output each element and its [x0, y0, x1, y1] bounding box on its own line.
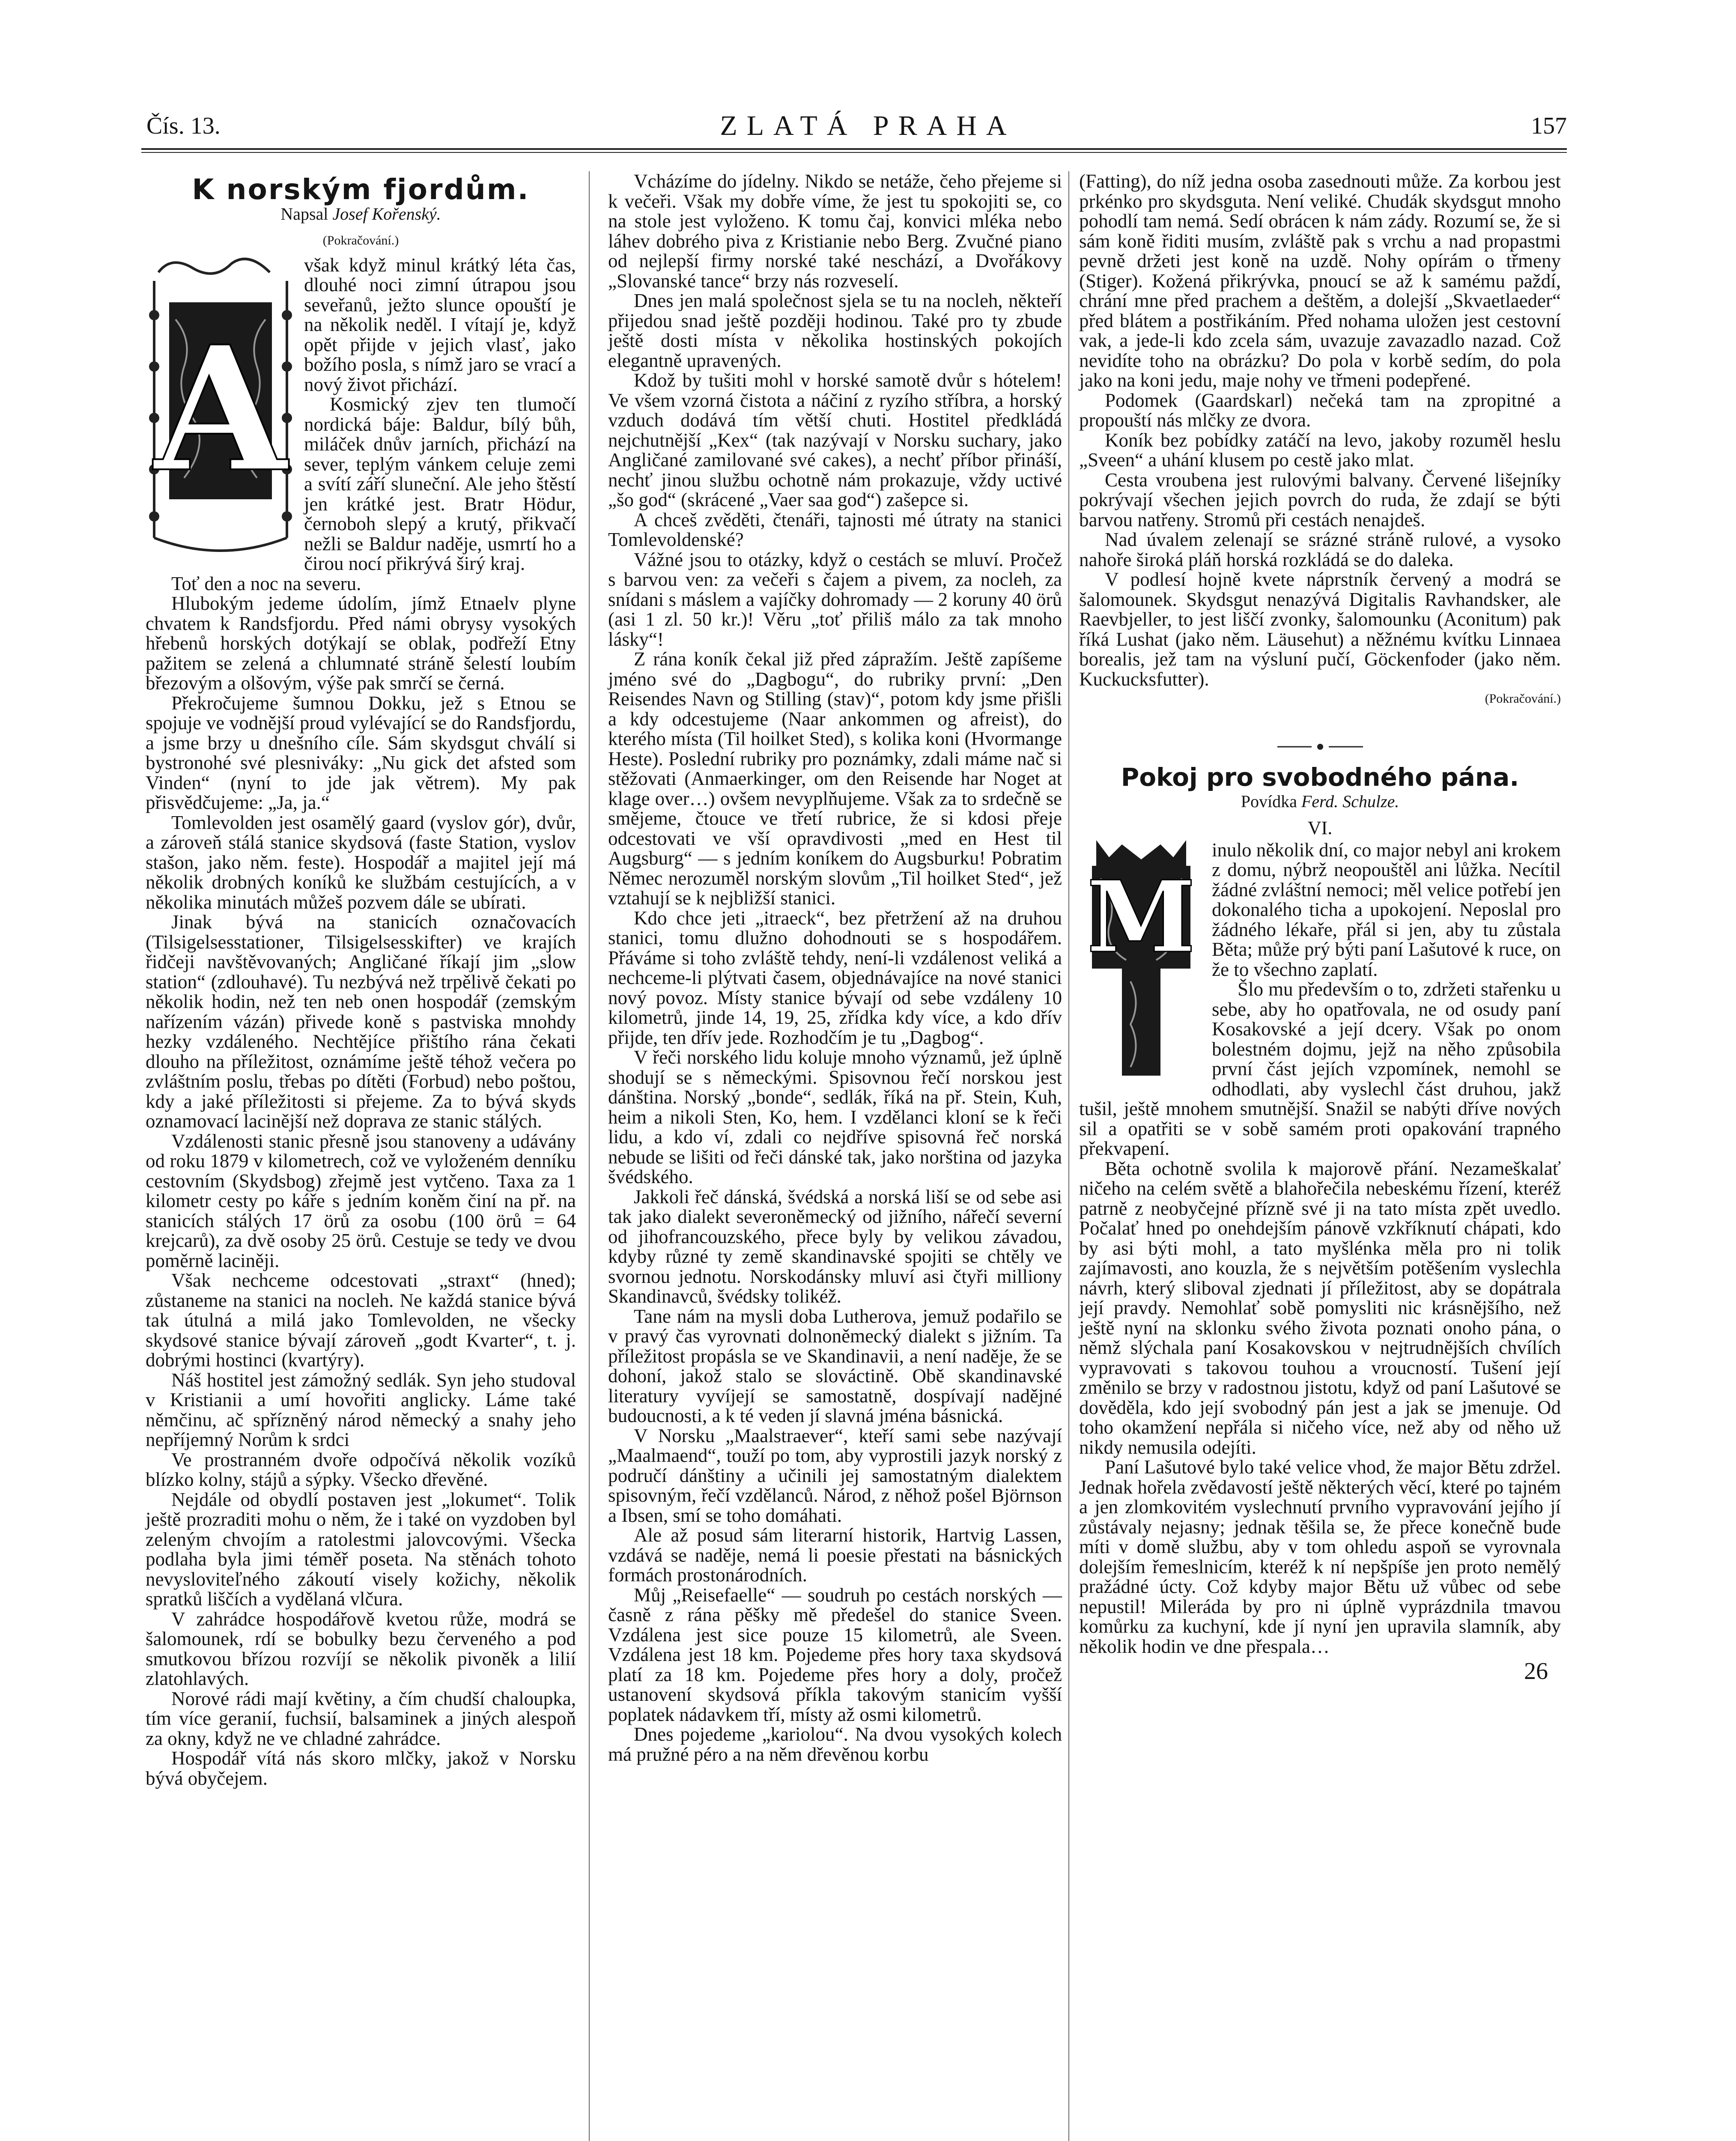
paragraph: (Fatting), do níž jedna osoba zasednouti může. Za korbou jest prkénko pro skydsguta. Není veliké. Chudák skydsgut mnoho pohodlí tam nemá. Sedí obrácen k nám zády. Rozumí se, že si sám koně řiditi musím, zvláště pak s vrchu a nad propastmi pevně držeti jest koně na uzdě. Nohy opírám o třmeny (Stiger). Kožená přikrývka, pnoucí se až k samému paždí, chrání mne před prachem a deštěm, a dolejší „Skvaetlaeder“ před blátem a postřikáním. Před nohama uložen jest cestovní vak, a jede-li kdo zcela sám, uvazuje zavazadlo nazad. Což nevidíte toho na obrázku? Do pola v korbě sedím, do pola jako na koni jedu, maje nohy ve třmeni podepřené. — [1079, 170, 1561, 391]
page-header — [0, 112, 1736, 142]
ornament-initial-icon — [146, 255, 295, 555]
paragraph: Toť den a noc na severu. — [171, 573, 361, 594]
paragraph: Jakkoli řeč dánská, švédská a norská liší se od sebe asi tak jako dialekt severoněmecký od jižního, nářečí severní od jihofrancouzského, přece byly by velikou závadou, kdyby různé ty země skandinavské spojiti se chtěly ve svornou jednotu. Norskodánsky mluví asi čtyři milliony Skandinavců, švédsky tolikéž. — [608, 1186, 1062, 1307]
paragraph: Podomek (Gaardskarl) nečeká tam na zpropitné a propouští nás mlčky ze dvora. — [1079, 389, 1561, 431]
article-title: Pokoj pro svobodného pána. — [1121, 763, 1519, 792]
section-divider — [1079, 735, 1561, 755]
paragraph: Jinak bývá na stanicích označovacích (Tilsigelsesstationer, Tilsigelsesskifter) ve krajích řidčeji navštěvovaných; Angličané říkají jim „slow station“ (zdlouhavé). Tu nezbývá než trpělivě čekati po několik hodin, než ten neb onen hospodář (zemským nařízením vázán) přivede koně s pastviska mnohdy hezky vzdáleného. Nechtějíce přištího rána čekati dlouho na příležitost, oznámíme ještě téhož večera po zvláštním poslu, třebas po dítěti (Forbud) nebo poštou, kdy a jaké příležitosti si přejeme. Za to bývá skyds oznamovací lacinější než doprava ze stanic stálých. — [146, 911, 576, 1132]
issue-number: Čís. 13. — [146, 113, 221, 139]
paragraph: V zahrádce hospodářově kvetou růže, modrá se šalomounek, rdí se bobulky bezu červeného a pod smutkovou břízou rozvíjí se několik pivoněk a lilií zlatohlavých. — [146, 1608, 576, 1689]
paragraph: Ale až posud sám literarní historik, Hartvig Lassen, vzdává se naděje, nemá li poesie přestati na básnických formách prostonárodních. — [608, 1524, 1062, 1586]
paragraph: Z rána koník čekal již před zápražím. Ještě zapíšeme jméno své do „Dagbogu“, do rubriky první: „Den Reisendes Navn og Stilling (stav)“, potom kdy jsme přišli a kdy odcestujeme (Naar ankommen og afreist), do kterého místa (Til hoilket Sted), s kolika koni (Hvormange Heste). Poslední rubriky pro poznámky, zdali máme nač si stěžovati (Anmaerkinger, om den Reisende har Noget at klage over…) ovšem nevyplňujeme. Však za to srdečně se smějeme, čtouce ve třetí rubrice, že si kdosi přeje odcestovati ve vší opravdivosti „med en Hest til Augsburg“ — s jedním koníkem do Augsburku! Pobratim Němec nerozuměl norským slovům „Til hoilket Sted“, jež vztahují se k nejbližší stanici. — [608, 648, 1062, 909]
article-author: Ferd. Schulze. — [1301, 791, 1399, 811]
paragraph: Cesta vroubena jest rulovými balvany. Červené lišejníky pokrývají všechen jejich povrch do ruda, že zdají se býti barvou natřeny. Stromů při cestách nenajdeš. — [1079, 469, 1561, 531]
paragraph: Koník bez pobídky zatáčí na levo, jakoby rozuměl heslu „Sveen“ a uhání klusem po cestě jako mlat. — [1079, 429, 1561, 471]
article-title: K norským fjordům. — [192, 173, 530, 206]
column-divider — [1068, 171, 1069, 2141]
initial-letter-glyph: M — [1086, 859, 1196, 975]
byline-prefix: Napsal — [280, 204, 328, 224]
column-divider — [589, 171, 590, 2141]
periodical-title: ZLATÁ PRAHA — [720, 110, 1016, 141]
page-number: 157 — [1531, 113, 1567, 139]
paragraph: Překročujeme šumnou Dokku, jež s Etnou se spojuje ve vodnější proud vylévající se do Randsfjordu, a jsme brzy u dnešního cíle. Sám skydsgut chválí si bystronohé své plesniváky: „Nu gick det afsted som Vinden“ (nyní to jde jak větrem). My pak přisvědčujeme: „Ja, ja.“ — [146, 692, 576, 813]
continued-note: (Pokračování.) — [1485, 692, 1561, 706]
paragraph: V podlesí hojně kvete náprstník červený a modrá se šalomounek. Skydsgut nenazývá Digitalis Ravhandsker, ale Raevbjeller, to jest liščí zvonky, šalomounku (Aconitum) pak říká Lushat (jako něm. Läusehut) a něžnému kvítku Linnaea borealis, jež tam na výsluní pučí, Göckenfoder (jako něm. Kuckucksfutter). — [1079, 569, 1561, 690]
header-rule — [141, 148, 1567, 150]
paragraph: Dnes pojedeme „kariolou“. Na dvou vysokých kolech má pružné péro a na něm dřevěnou korbu — [608, 1724, 1062, 1765]
paragraph: Kosmický zjev ten tlumočí nordická báje: Baldur, bílý bůh, miláček dnův jarních, přichází na sever, teplým vánkem celuje zemi a svítí září sluneční. Ale jeho štěstí jen krátké jest. Bratr Hödur, černoboh slepý a krutý, přikvačí nežli se Baldur naděje, usmrtí ho a čirou nocí přikrývá širý kraj. — [304, 394, 576, 574]
paragraph: Však nechceme odcestovati „straxt“ (hned); zůstaneme na stanici na nocleh. Ne každá stanice bývá tak útulná a milá jako Tomlevolden, ne všecky skydsové stanice bývají zároveň „godt Kvarter“, t. j. dobrými hostinci (kvartýry). — [146, 1270, 576, 1371]
article-byline — [146, 204, 576, 224]
initial-letter-glyph: A — [154, 308, 287, 510]
paragraph: Ve prostranném dvoře odpočívá několik vozíků blízko kolny, stájů a sýpky. Všecko dřevěné. — [146, 1449, 576, 1490]
paragraph: Hlubokým jedeme údolím, jímž Etnaelv plyne chvatem k Randsfjordu. Před námi obrysy vysokých hřebenů horských dotýkají se oblak, podřeží Etny pažitem se zelená a chlumnaté stráně šelestí loubím březovým a olšovým, výše pak smrčí se černá. — [146, 593, 576, 694]
paragraph: Vzdálenosti stanic přesně jsou stanoveny a udávány od roku 1879 v kilometrech, což ve vyloženém denníku cestovním (Skydsbog) zřejmě jest vytčeno. Taxa za 1 kilometr cesty po káře s jedním koněm činí na př. na stanicích stálých 17 örů za osobu (100 örů = 64 krejcarů), za dvě osoby 25 örů. Cestuje se tedy ve dvou poměrně laciněji. — [146, 1130, 576, 1271]
paragraph: Můj „Reisefaelle“ — soudruh po cestách norských — časně z rána pěšky mě předešel do stanice Sveen. Vzdálena jest sice pouze 15 kilometrů, ale Sveen. Vzdálena jest 18 km. Pojedeme přes hory taxa skydsová platí za 18 km. Pojedeme přes hory a doly, pročež ustanovení skydsová příkla takovým stanicím vyšší poplatek nádavkem tří, místy až osmi kilometrů. — [608, 1584, 1062, 1725]
paragraph: Běta ochotně svolila k majorově přání. Nezameškalať ničeho na celém světě a blahořečila nebeskému řízení, kteréž patrně z neobyčejné přízně své ji na tato místa zpět uvedlo. Počalať hned po onehdejším pánově vzkříknutí chápati, kdo by asi býti mohl, a tato myšlénka měla pro ni tolik zajímavosti, ano kouzla, že s největším potěšením vyslechla návrh, který sliboval zjednati jí příležitost, aby se dopátrala její pravdy. Nemohlať sobě pomysliti nic krásnějšího, než ještě nyní na sklonku svého života poznati onoho pána, o němž slýchala paní Kosakovskou v nejtrudnějších chvílích vypravovati s takovou touhou a vroucností. Tušení její změnilo se brzy v radostnou jistotu, když od paní Lašutové se dověděla, kdo její svobodný pán jest a jak se jmenuje. Od toho okamžení nepřála si ničeho více, než aby od něho už nikdy nemusila odejíti. — [1079, 1157, 1561, 1458]
paragraph: V Norsku „Maalstraever“, kteří sami sebe nazývají „Maalmaend“, touží po tom, aby vyprostili jazyk norský z područí dánštiny a učinili jej samostatným dialektem spisovným, řečí vzdělanců. Národ, z něhož pošel Björnson a Ibsen, smí se toho domáhati. — [608, 1425, 1062, 1526]
paragraph: Tomlevolden jest osamělý gaard (vyslov gór), dvůr, a zároveň stálá stanice skydsová (faste Station, vyslov stašon, jako něm. feste). Hospodář a majitel její má několik drobných koníků ke službám cestujících, a v několika minutách můžeš pozvem dále se ubírati. — [146, 811, 576, 913]
divider-ornament-icon — [1277, 742, 1363, 751]
article-byline — [1079, 792, 1561, 812]
paragraph: V řeči norského lidu koluje mnoho významů, jež úplně shodují se s německými. Spisovnou řečí norskou jest dánština. Norský „bonde“, sedlák, říká na př. Stein, Kuh, heim a nikoli Sten, Ko, hem. I vzdělanci kloní se k řeči lidu, a kdo ví, zdali co nejdříve spisovná řeč norská nebude se lišiti od řeči dánské tak, jako norština od jazyka švédského. — [608, 1047, 1062, 1187]
paragraph: Norové rádi mají květiny, a čím chudší chaloupka, tím více geranií, fuchsií, balsaminek a jiných alespoň za okny, když ne ve chladné zahrádce. — [146, 1688, 576, 1749]
paragraph: Kdož by tušiti mohl v horské samotě dvůr s hótelem! Ve všem vzorná čistota a náčiní z ryzího stříbra, a horský vzduch dodává tím větší chuti. Hostitel předkládá nejchutnější „Kex“ (tak nazývají v Norsku suchary, jako Angličané zamilované své cakes), a nechť příbor přináší, nechť jinou službu ochotně nám prokazuje, vždy uctivé „šo god“ (skrácené „Vaer saa god“) zašepce si. — [608, 370, 1062, 510]
paragraph: Nad úvalem zelenají se srázné stráně rulové, a vysoko nahoře široká pláň horská rozkládá se do daleka. — [1079, 529, 1561, 570]
continued-note: (Pokračování.) — [322, 233, 399, 247]
paragraph: inulo několik dní, co major nebyl ani krokem z domu, nýbrž neopouštěl ani lůžka. Necítil žádné zvláštní nemoci; měl velice potřebí jen dokonalého ticha a upokojení. Neposlal pro žádného lékaře, přál si jen, aby tu zůstala Běta; může prý býti paní Lašutové k ruce, on že to všechno zaplatí. — [1212, 839, 1561, 980]
paragraph: Náš hostitel jest zámožný sedlák. Syn jeho studoval v Kristianii a umí hovořiti anglicky. Láme také němčinu, ač spřízněný národ německý a snahy jeho nepříjemný Norům k srdci — [146, 1369, 576, 1450]
paragraph: Hospodář vítá nás skoro mlčky, jakož v Norsku bývá obyčejem. — [146, 1747, 576, 1789]
column-1 — [146, 171, 576, 1788]
paragraph: Nejdále od obydlí postaven jest „lokumet“. Tolik ještě prozraditi mohu o něm, že i také on vyzdoben byl zeleným chvojím a ratolestmi jalovcovými. Všecka podlaha byla jimi téměř poseta. Na stěnách tohoto nevysloviteľného zákoutí visely kožichy, několik spratků liščích a vydělaná vlčura. — [146, 1488, 576, 1610]
paragraph: Vážné jsou to otázky, když o cestách se mluví. Pročež s barvou ven: za večeři s čajem a pivem, za nocleh, za snídani s máslem a vajíčky dohromady — 2 koruny 40 örů (asi 1 zl. 50 kr.)! Věru „toť přiliš málo za tak mnoho lásky“! — [608, 549, 1062, 650]
ornament-initial-icon — [1079, 840, 1203, 1080]
byline-prefix: Povídka — [1241, 791, 1297, 811]
header-rule-thin — [141, 152, 1567, 153]
paragraph: však když minul krátký léta čas, dlouhé noci zimní útrapou jsou seveřanů, ježto slunce opouští je na několik neděl. I vítají je, když opět přijde v jejich vlasť, jako božího posla, s nímž jaro se vrací a nový život přichází. — [304, 254, 576, 395]
article-author: Josef Kořenský. — [332, 204, 441, 224]
decorative-initial-a — [146, 255, 295, 559]
chapter-number: VI. — [1307, 817, 1333, 838]
paragraph: Dnes jen malá společnost sjela se tu na nocleh, někteří přijedou snad ještě později hodinou. Také pro ty zbude ještě dosti místa v několika hostinských pokojích elegantně upravených. — [608, 290, 1062, 371]
column-3 — [1079, 170, 1561, 1685]
paragraph: Šlo mu především o to, zdržeti stařenku u sebe, aby ho opatřovala, ne od osudy paní Kosakovské a její dcery. Však po onom bolestném dojmu, jejž na něho způsobila první část jejích vzpomínek, nemohl se odhodlati, aby vyslechl část druhou, jakž tušil, ještě mnohem smutnější. Snažil se nabýti dříve nových sil a opatřiti se v sobě samém proti opakování trapného překvapení. — [1079, 978, 1561, 1159]
decorative-initial-m — [1079, 840, 1203, 1084]
paragraph: Vcházíme do jídelny. Nikdo se netáže, čeho přejeme si k večeři. Však my dobře víme, že jest tu spokojiti se, co na stole jest vyloženo. K tomu čaj, konvici mléka nebo láhev dobrého piva z Kristianie nebo Berg. Zvučné piano od nejlepší firmy norské také neschází, a Dvořákovy „Slovanské tance“ brzy nás rozveselí. — [608, 170, 1062, 292]
paragraph: Kdo chce jeti „itraeck“, bez přetržení až na druhou stanici, tomu dlužno dohodnouti se s hospodářem. Přáváme si toho zvláště tehdy, není-li vzdálenost veliká a nechceme-li plýtvati časem, objednávajíce na nové stanici nový povoz. Místy stanice bývají od sebe vzdáleny 10 kilometrů, jinde 14, 19, 25, zřídka kdy více, a kdo dřív přijde, ten dřív jede. Rozhodčím je tu „Dagbog“. — [608, 907, 1062, 1048]
column-2 — [608, 171, 1062, 1764]
signature-number: 26 — [1524, 1658, 1548, 1685]
paragraph: A chceš zvěděti, čtenáři, tajnosti mé útraty na stanici Tomlevoldenské? — [608, 509, 1062, 550]
paragraph: Tane nám na mysli doba Lutherova, jemuž podařilo se v pravý čas vyrovnati dolnoněmecký dialekt s jižním. Ta příležitost propásla se ve Skandinavii, a není naděje, že se dohoní, jakož stalo se slováctině. Obě skandinavské literatury vyvíjejí se samostatně, dospívají nadějné budoucnosti, a k té veden jí slavná jména básnická. — [608, 1305, 1062, 1426]
paragraph: Paní Lašutové bylo také velice vhod, že major Bětu zdržel. Jednak hořela zvědavostí ještě některých věcí, které po tajném a jen zlomkovitém vyslechnutí prvního vypravování jejího jí zůstávaly nejasny; jednak těšila se, že přece konečně bude míti v domě službu, aby v tom ohledu aspoň se vyrovnala dolejším řemeslnicím, kteréž k ní nepšpíše jen proto nemělý pražádné úcty. Což kdyby major Bětu už vůbec od sebe nepustil! Milerádа by pro ni úplně vyprázdnila tmavou komůrku za kuchyní, kde jí nyní jen upravila slamník, aby několik hodin ve dne přespala… — [1079, 1456, 1561, 1657]
